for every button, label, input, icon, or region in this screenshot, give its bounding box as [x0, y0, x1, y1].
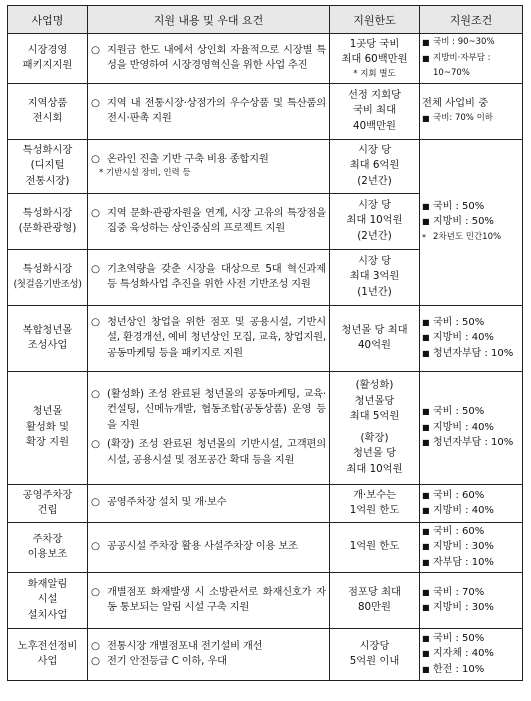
program-content [88, 139, 330, 193]
table-row [8, 522, 523, 572]
program-limit: 개·보수는 1억원 한도 [330, 484, 420, 522]
header-content: 지원 내용 및 우대 요건 [88, 6, 330, 34]
table-row [8, 305, 523, 371]
program-limit: 점포당 최대 80만원 [330, 572, 420, 628]
program-content [88, 484, 330, 522]
program-condition: ■ 국비 : 50% ■ 지자체 : 40% ■ 한전 : 10% [420, 628, 523, 680]
program-limit: 시장 당 최대 6억원 (2년간) [330, 139, 420, 193]
program-name: 청년몰 활성화 및 확장 지원 [8, 371, 88, 484]
header-name: 사업명 [8, 6, 88, 34]
content-note: * 기반시설 장비, 인력 등 [99, 168, 191, 179]
program-limit: 청년몰 당 최대 40억원 [330, 305, 420, 371]
program-content [88, 34, 330, 84]
table-row [8, 371, 523, 484]
header-row [8, 6, 523, 34]
program-condition: ■ 국비 : 50% ■ 지방비 : 50% * 2차년도 민간10% [420, 139, 523, 305]
support-program-table [7, 5, 523, 681]
table-row [8, 139, 523, 193]
header-limit: 지원한도 [330, 6, 420, 34]
program-limit: 선정 지회당 국비 최대 40백만원 [330, 83, 420, 139]
program-name: 특성화시장 (첫걸음기반조성) [8, 249, 88, 305]
program-limit: 1억원 한도 [330, 522, 420, 572]
content-item: ○ 지원금 한도 내에서 상인회 자율적으로 시장별 특성을 반영하여 시장경영혁신을 위한 사업 추진 [91, 43, 326, 72]
table-row [8, 572, 523, 628]
program-condition: ■ 국비 : 90~30% ■ 지방비·자부담 : 10~70% [420, 34, 523, 84]
content-item: ○ 온라인 진출 기반 구축 비용 종합지원 [91, 152, 269, 165]
program-content [88, 628, 330, 680]
program-content [88, 249, 330, 305]
program-condition: 전체 사업비 중 ■ 국비: 70% 이하 [420, 83, 523, 139]
content-item: ○ 공공시설 주차장 활용 사설주차장 이용 보조 [91, 540, 298, 553]
header-condition: 지원조건 [420, 6, 523, 34]
content-item: ○ 전기 안전등급 C 이하, 우대 [91, 655, 227, 667]
program-limit: 1곳당 국비 최대 60백만원 * 지회 별도 [330, 34, 420, 84]
content-item: ○ 전통시장 개별점포내 전기설비 개선 [91, 639, 263, 652]
content-item: ○ 청년상인 창업을 위한 점포 및 공용시설, 기반시설, 환경개선, 예비 청년상인 모집, 교육, 창업지원, 공동마케팅 등을 패키지로 지원 [91, 315, 326, 359]
content-item: ○ 지역 내 전통시장·상점가의 우수상품 및 특산품의 전시·판촉 지원 [91, 96, 326, 124]
table-row [8, 628, 523, 680]
program-name: 노후전선정비 사업 [8, 628, 88, 680]
program-name: 특성화시장 (디지털 전통시장) [8, 139, 88, 193]
program-name: 시장경영 패키지지원 [8, 34, 88, 84]
program-content [88, 522, 330, 572]
program-name: 지역상품 전시회 [8, 83, 88, 139]
program-name: 공영주차장 건립 [8, 484, 88, 522]
table-row [8, 83, 523, 139]
program-content [88, 193, 330, 249]
content-item: ○ 개별점포 화재발생 시 소방관서로 화재신호가 자동 통보되는 알림 시설 구축 지원 [91, 585, 326, 613]
table-row [8, 484, 523, 522]
program-name: 주차장 이용보조 [8, 522, 88, 572]
program-limit: 시장 당 최대 10억원 (2년간) [330, 193, 420, 249]
program-limit: (활성화) 청년몰당 최대 5억원 (확장) 청년몰 당 최대 10억원 [330, 371, 420, 484]
support-program-table-wrapper [7, 5, 522, 681]
program-condition: ■ 국비 : 50% ■ 지방비 : 40% ■ 청년자부담 : 10% [420, 305, 523, 371]
program-content [88, 572, 330, 628]
program-name: 복합청년몰 조성사업 [8, 305, 88, 371]
program-condition: ■ 국비 : 60% ■ 지방비 : 40% [420, 484, 523, 522]
content-item: ○ 공영주차장 설치 및 개·보수 [91, 496, 227, 509]
program-condition: ■ 국비 : 50% ■ 지방비 : 40% ■ 청년자부담 : 10% [420, 371, 523, 484]
program-content [88, 371, 330, 484]
program-name: 특성화시장 (문화관광형) [8, 193, 88, 249]
program-condition: ■ 국비 : 70% ■ 지방비 : 30% [420, 572, 523, 628]
table-row [8, 34, 523, 84]
program-limit: 시장 당 최대 3억원 (1년간) [330, 249, 420, 305]
program-content [88, 305, 330, 371]
program-limit: 시장당 5억원 이내 [330, 628, 420, 680]
content-item: ○ (확장) 조성 완료된 청년몰의 기반시설, 고객편의시설, 공용시설 및 점포공간 확대 등을 지원 [91, 438, 326, 466]
program-condition: ■ 국비 : 60% ■ 지방비 : 30% ■ 자부담 : 10% [420, 522, 523, 572]
program-content [88, 83, 330, 139]
program-name: 화재알림 시설 설치사업 [8, 572, 88, 628]
content-item: ○ (활성화) 조성 완료된 청년몰의 공동마케팅, 교육·컨설팅, 신메뉴개발, 협동조합(공동상품) 운영 등을 지원 [91, 387, 326, 431]
content-item: ○ 지역 문화·관광자원을 연계, 시장 고유의 특장점을 집중 육성하는 상인중심의 프로젝트 지원 [91, 206, 326, 234]
content-item: ○ 기초역량을 갖춘 시장을 대상으로 5대 혁신과제 등 특성화사업 추진을 위한 사전 기반조성 지원 [91, 262, 326, 290]
